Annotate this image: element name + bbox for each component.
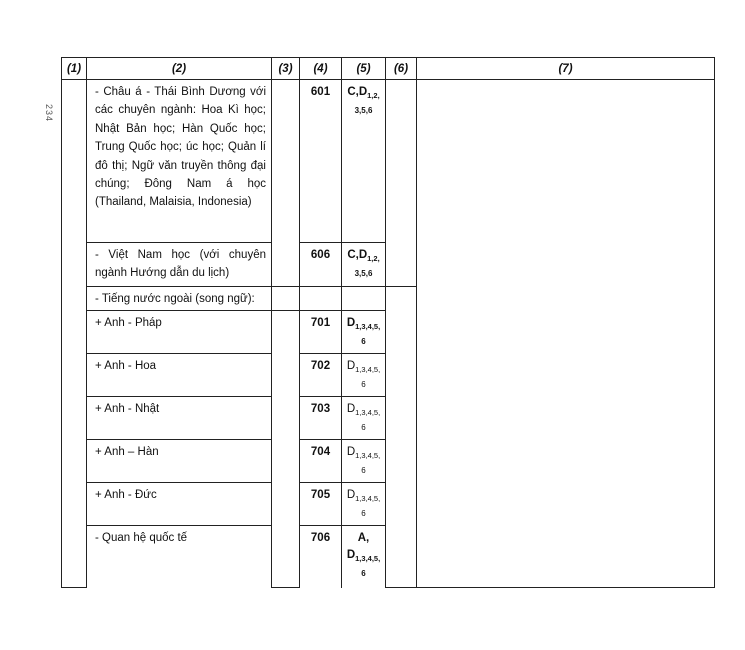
exam-group-sub: 1,3,4,5, [355,408,381,418]
exam-group [342,80,386,243]
header-col-4: (4) [300,58,342,80]
exam-group-tail: 3,5,6 [354,106,373,115]
exam-group-main: C,D [347,86,368,98]
exam-group-main: A, [357,532,370,545]
exam-group-sub: 1,3,4,5, [355,451,381,461]
exam-group-main: C,D [347,249,368,261]
program-code: 706 [300,526,342,588]
header-col-2: (2) [87,58,272,80]
program-code: 701 [300,311,342,354]
col-3-cell [272,311,300,588]
exam-group-main: D [346,317,356,330]
exam-group-sub: 1,2, [367,91,380,100]
program-code [300,287,342,311]
exam-group [342,311,386,354]
exam-group-sub: 1,3,4,5, [355,494,381,504]
exam-group-main-2: D [346,549,356,562]
exam-group-main: D [346,403,356,416]
exam-group-tail: 6 [361,380,366,390]
header-row [62,58,715,80]
table-row [62,80,715,243]
header-col-1: (1) [62,58,87,80]
exam-group-sub: 1,3,4,5, [355,554,381,564]
header-col-7: (7) [417,58,715,80]
exam-group-sub: 1,3,4,5, [355,322,381,332]
exam-group [342,397,386,440]
exam-group-main: D [346,446,356,459]
exam-group-tail: 6 [361,337,366,347]
program-code: 705 [300,483,342,526]
exam-group-tail: 6 [361,509,366,519]
col-6-cell [386,287,417,588]
exam-group-tail: 6 [361,466,366,476]
program-name: - Châu á - Thái Bình Dương với các chuyên ngành: Hoa Kì học; Nhật Bản học; Hàn Quốc học; Trung Quốc học; úc học; Quản lí đô thị; Ngữ văn truyền thông đại chúng; Đông Nam á học (Thailand, Malaisia, Indonesia) [87,80,272,243]
exam-group-sub: 1,3,4,5, [355,365,381,375]
program-code: 601 [300,80,342,243]
program-code: 703 [300,397,342,440]
admissions-table [61,57,715,588]
exam-group [342,440,386,483]
program-name: - Tiếng nước ngoài (song ngữ): [87,287,272,311]
col-7-cell [417,80,715,588]
program-name: + Anh - Pháp [87,311,272,354]
program-name: - Quan hệ quốc tế [87,526,272,588]
page-number: 234 [44,104,54,123]
exam-group [342,287,386,311]
program-name: + Anh - Hoa [87,354,272,397]
program-code: 702 [300,354,342,397]
program-name: + Anh – Hàn [87,440,272,483]
exam-group [342,526,386,588]
exam-group [342,483,386,526]
exam-group-tail: 6 [361,569,366,579]
col-3-cell [272,80,300,287]
exam-group [342,354,386,397]
exam-group-main: D [346,360,356,373]
col-3-cell [272,287,300,311]
exam-group [342,243,386,287]
program-name: + Anh - Nhật [87,397,272,440]
exam-group-tail: 6 [361,423,366,433]
header-col-3: (3) [272,58,300,80]
program-code: 606 [300,243,342,287]
exam-group-sub: 1,2, [367,254,380,263]
col-1-cell [62,80,87,588]
exam-group-tail: 3,5,6 [354,269,373,278]
header-col-5: (5) [342,58,386,80]
exam-group-main: D [346,489,356,502]
program-name: + Anh - Đức [87,483,272,526]
program-code: 704 [300,440,342,483]
program-name: - Việt Nam học (với chuyên ngành Hướng dẫn du lịch) [87,243,272,287]
header-col-6: (6) [386,58,417,80]
col-6-cell [386,80,417,287]
